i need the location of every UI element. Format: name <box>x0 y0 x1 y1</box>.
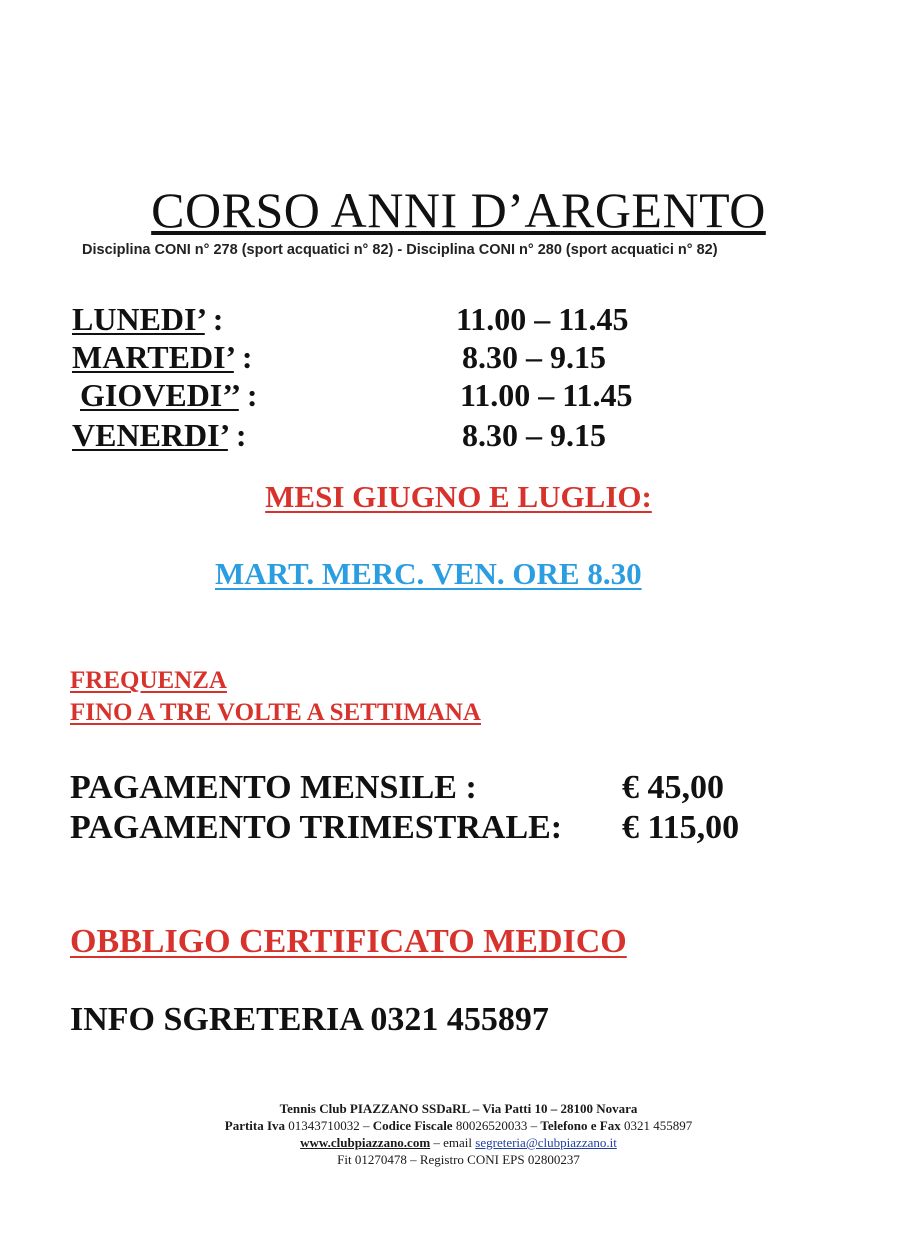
day-separator: : <box>204 301 224 337</box>
day-separator: : <box>238 377 258 413</box>
payment-monthly-amount: € 45,00 <box>622 769 724 806</box>
vat-number: 01343710032 – <box>285 1118 373 1133</box>
subtitle-disciplines: Disciplina CONI n° 278 (sport acquatici n° 82) - Disciplina CONI n° 280 (sport acquatici n° 82) <box>82 242 718 258</box>
email-label: – email <box>430 1135 476 1150</box>
phone-fax-label: Telefono e Fax <box>540 1118 621 1133</box>
day-label: VENERDI’ <box>72 417 228 453</box>
day-label: GIOVEDI’’ <box>80 377 239 413</box>
day-separator: : <box>227 417 247 453</box>
payment-quarterly-label: PAGAMENTO TRIMESTRALE: <box>70 809 563 846</box>
summer-months-heading <box>0 478 917 516</box>
vat-label: Partita Iva <box>224 1118 286 1133</box>
footer-registry: Fit 01270478 – Registro CONI EPS 02800237 <box>337 1152 580 1167</box>
schedule-day-thursday <box>80 376 257 414</box>
day-label: MARTEDI’ <box>72 339 234 375</box>
summer-days-heading <box>215 555 642 593</box>
schedule-time-friday: 8.30 – 9.15 <box>462 417 606 453</box>
frequency-title: FREQUENZA <box>70 667 227 694</box>
schedule-time-tuesday: 8.30 – 9.15 <box>462 339 606 375</box>
schedule-time-monday: 11.00 – 11.45 <box>456 301 629 337</box>
footer-contacts <box>0 1134 917 1151</box>
title-text: CORSO ANNI D’ARGENTO <box>151 182 766 238</box>
footer-tax-info <box>0 1117 917 1134</box>
day-separator: : <box>233 339 253 375</box>
schedule-day-monday <box>72 300 223 338</box>
summer-months-text: MESI GIUGNO E LUGLIO: <box>265 479 652 514</box>
schedule-day-tuesday <box>72 338 252 376</box>
payment-monthly-label: PAGAMENTO MENSILE : <box>70 769 477 806</box>
medical-certificate-notice: OBBLIGO CERTIFICATO MEDICO <box>70 923 627 960</box>
schedule-time-thursday: 11.00 – 11.45 <box>460 377 633 413</box>
payment-quarterly-amount: € 115,00 <box>622 809 740 846</box>
website-link[interactable]: www.clubpiazzano.com <box>300 1135 431 1150</box>
footer <box>0 1100 917 1168</box>
document-title <box>0 182 917 238</box>
schedule-day-friday <box>72 416 247 454</box>
footer-address: Tennis Club PIAZZANO SSDaRL – Via Patti 10 – 28100 Novara <box>279 1101 638 1116</box>
phone-fax-number: 0321 455897 <box>620 1118 693 1133</box>
fiscal-code-label: Codice Fiscale <box>372 1118 453 1133</box>
frequency-detail: FINO A TRE VOLTE A SETTIMANA <box>70 699 481 726</box>
email-link[interactable]: segreteria@clubpiazzano.it <box>475 1135 617 1150</box>
fiscal-code-number: 80026520033 – <box>452 1118 541 1133</box>
day-label: LUNEDI’ <box>72 301 205 337</box>
summer-days-text: MART. MERC. VEN. ORE 8.30 <box>215 556 642 591</box>
info-phone: INFO SGRETERIA 0321 455897 <box>70 1001 549 1038</box>
